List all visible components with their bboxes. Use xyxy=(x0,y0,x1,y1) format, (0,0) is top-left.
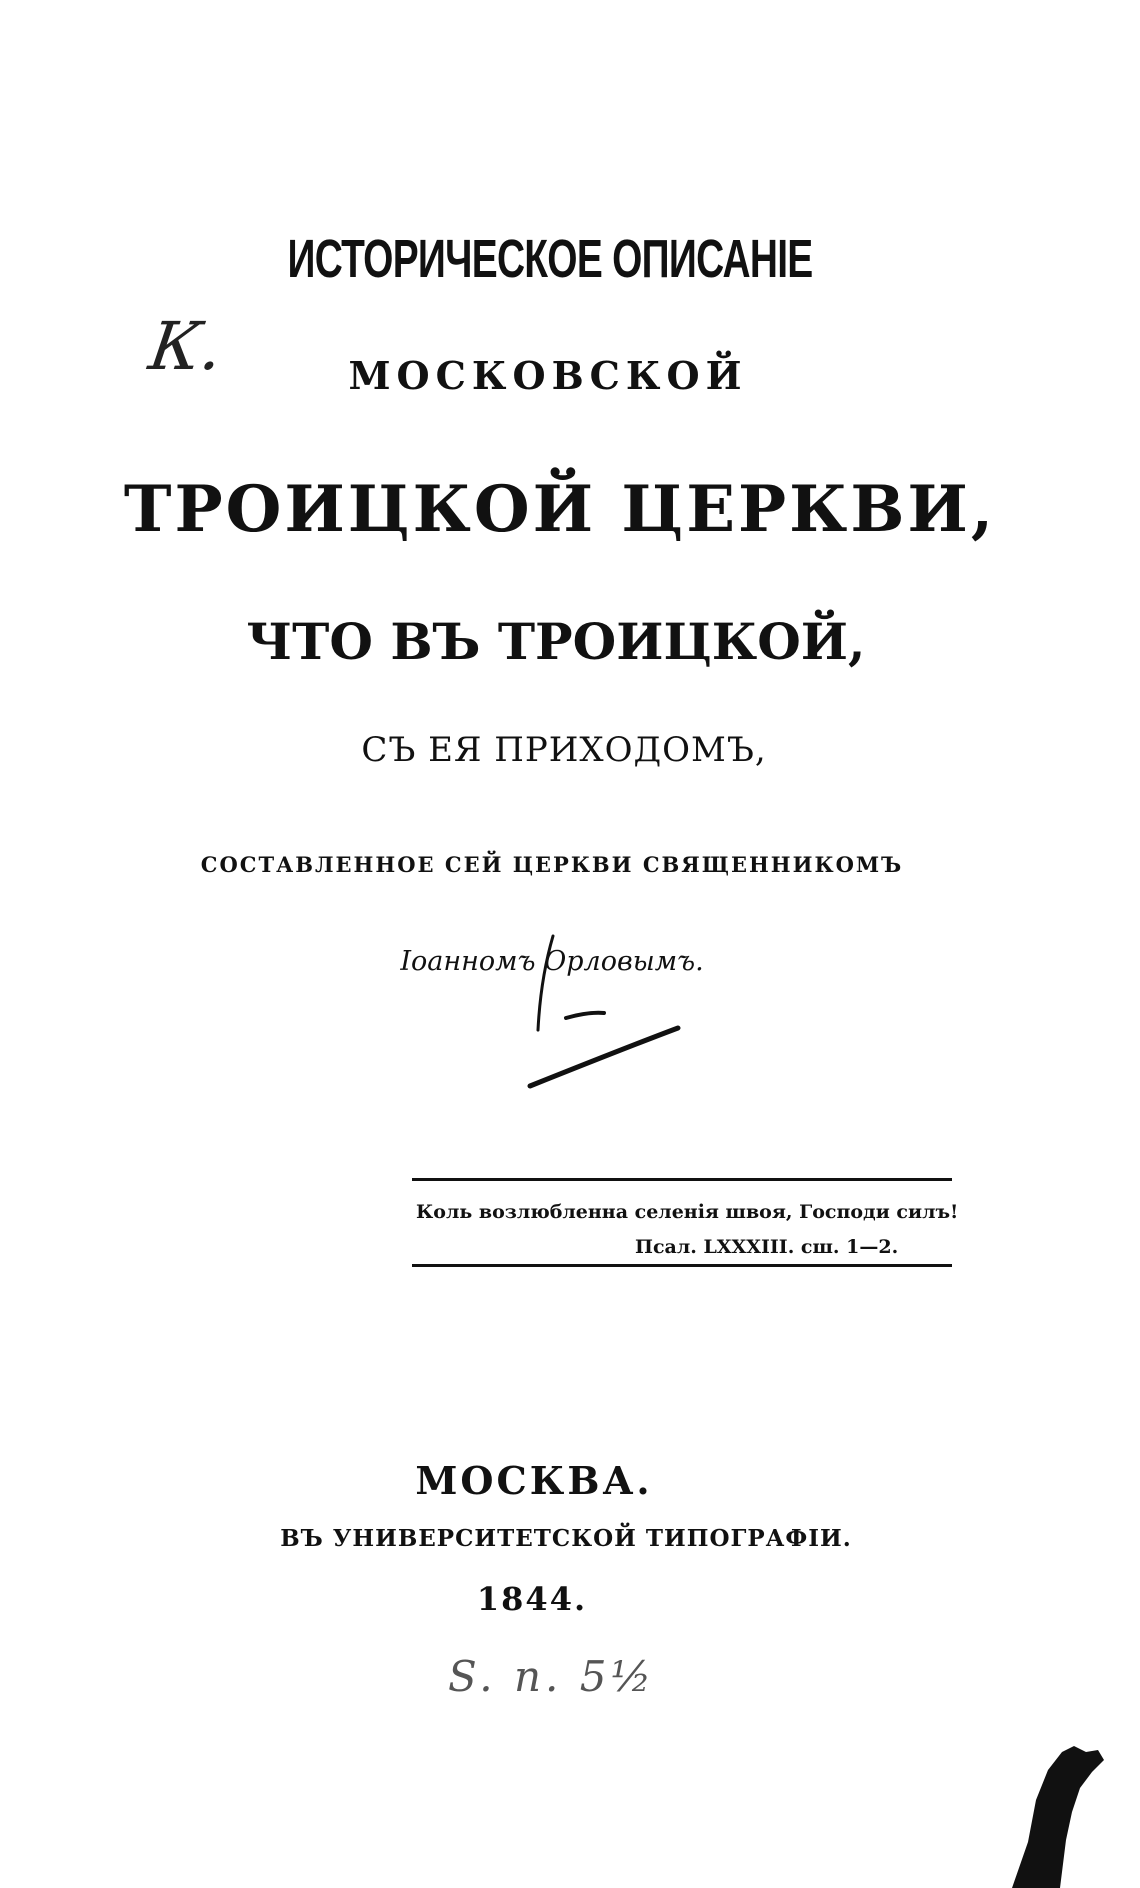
author-name: Іоанномъ Орловымъ. xyxy=(400,946,704,977)
composed-by-line: СОСТАВЛЕННОЕ СЕЙ ЦЕРКВИ СВЯЩЕННИКОМЪ xyxy=(200,852,904,877)
title-line-trinity-church: ТРОИЦКОЙ ЦЕРКВИ, xyxy=(123,472,997,547)
title-line-parish: СЪ ЕЯ ПРИХОДОМЪ, xyxy=(361,730,767,770)
title-line-location: ЧТО ВЪ ТРОИЦКОЙ, xyxy=(246,612,866,671)
epigraph-quote: Коль возлюбленна селенія швоя, Господи силъ! xyxy=(416,1201,959,1223)
title-line-historical-description: ИСТОРИЧЕСКОЕ ОПИСАНІЕ xyxy=(287,229,813,289)
imprint-city: МОСКВА. xyxy=(415,1458,653,1503)
handwritten-letter-mark: К. xyxy=(144,308,228,385)
title-line-moscow: МОСКОВСКОЙ xyxy=(348,353,748,398)
ink-blot xyxy=(1012,1746,1104,1888)
pen-stroke-diagonal xyxy=(530,1028,678,1086)
handwritten-shelf-mark: S. n. 5½ xyxy=(448,1652,656,1701)
pen-stroke-underline xyxy=(566,1013,604,1018)
imprint-year: 1844. xyxy=(476,1580,588,1618)
pen-stroke-bracket xyxy=(538,936,553,1030)
epigraph-source: Псал. LXXXIII. сш. 1—2. xyxy=(635,1236,899,1258)
imprint-press: ВЪ УНИВЕРСИТЕТСКОЙ ТИПОГРАФІИ. xyxy=(280,1525,852,1552)
